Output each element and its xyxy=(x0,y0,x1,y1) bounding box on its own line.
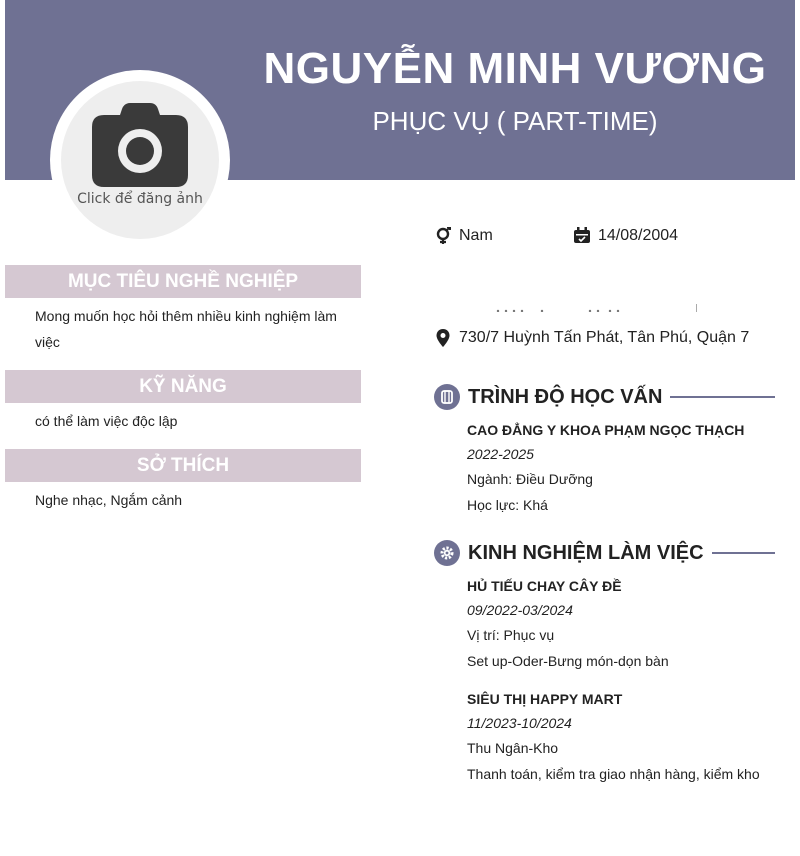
gear-icon xyxy=(434,540,460,566)
avatar-caption: Click để đăng ảnh xyxy=(77,191,203,207)
skills-heading[interactable]: KỸ NĂNG xyxy=(5,370,361,403)
birthday-value: 14/08/2004 xyxy=(598,227,679,244)
job-description[interactable]: Set up-Oder-Bưng món-dọn bàn xyxy=(467,653,669,669)
candidate-name[interactable]: NGUYỄN MINH VƯƠNG xyxy=(263,44,767,93)
education-title: TRÌNH ĐỘ HỌC VẤN xyxy=(468,385,663,408)
education-grade[interactable]: Học lực: Khá xyxy=(467,497,548,513)
education-school[interactable]: CAO ĐẲNG Y KHOA PHẠM NGỌC THẠCH xyxy=(467,422,745,438)
book-icon xyxy=(434,384,460,410)
heading-rule xyxy=(712,552,775,554)
job-period[interactable]: 11/2023-10/2024 xyxy=(467,715,572,731)
job-company[interactable]: SIÊU THỊ HAPPY MART xyxy=(467,691,623,707)
address-value: 730/7 Huỳnh Tấn Phát, Tân Phú, Quận 7 xyxy=(459,329,750,346)
experience-heading[interactable] xyxy=(434,540,775,566)
calendar-icon xyxy=(573,227,591,245)
job-company[interactable]: HỦ TIẾU CHAY CÂY ĐỀ xyxy=(467,578,622,594)
address-row[interactable] xyxy=(434,329,749,347)
job-description[interactable]: Thanh toán, kiểm tra giao nhận hàng, kiểm kho xyxy=(467,766,760,782)
gender-icon xyxy=(434,227,452,245)
objective-text[interactable]: Mong muốn học hỏi thêm nhiều kinh nghiệm làm việc xyxy=(35,308,337,350)
clipped-text-remnant xyxy=(460,300,700,312)
experience-title: KINH NGHIỆM LÀM VIỆC xyxy=(468,541,704,564)
skills-text[interactable]: có thể làm việc độc lập xyxy=(35,413,178,429)
job-position[interactable]: Vị trí: Phục vụ xyxy=(467,627,555,643)
candidate-role[interactable]: PHỤC VỤ ( PART-TIME) xyxy=(372,106,658,136)
objective-heading[interactable]: MỤC TIÊU NGHỀ NGHIỆP xyxy=(5,265,361,298)
job-period[interactable]: 09/2022-03/2024 xyxy=(467,602,573,618)
education-heading[interactable] xyxy=(434,384,775,410)
education-period[interactable]: 2022-2025 xyxy=(467,446,534,462)
gender-value: Nam xyxy=(459,227,493,244)
hobbies-text[interactable]: Nghe nhạc, Ngắm cảnh xyxy=(35,492,183,508)
camera-icon xyxy=(92,103,188,187)
avatar-upload[interactable] xyxy=(61,81,219,239)
heading-rule xyxy=(670,396,775,398)
birthday-row[interactable] xyxy=(573,227,678,245)
location-pin-icon xyxy=(434,329,452,347)
job-position[interactable]: Thu Ngân-Kho xyxy=(467,740,559,756)
education-major[interactable]: Ngành: Điều Dưỡng xyxy=(467,471,593,487)
gender-row[interactable] xyxy=(434,227,493,245)
hobbies-heading[interactable]: SỞ THÍCH xyxy=(5,449,361,482)
